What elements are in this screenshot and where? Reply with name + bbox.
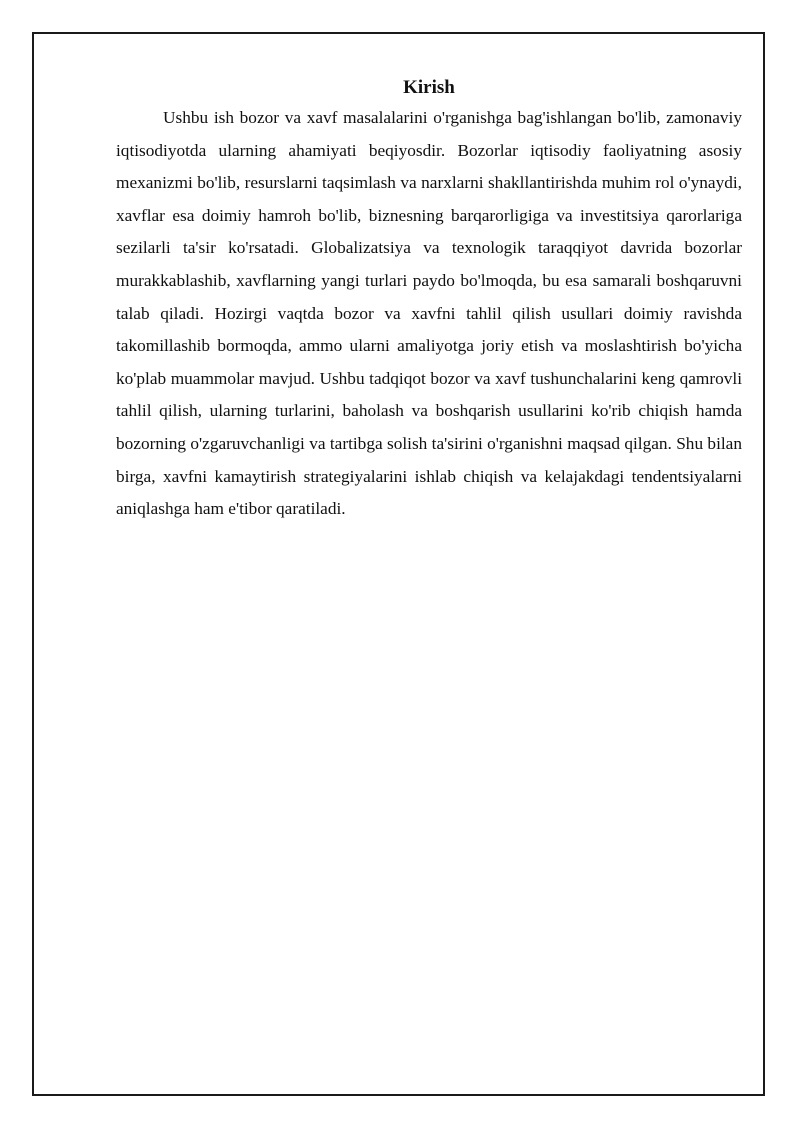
intro-paragraph: Ushbu ish bozor va xavf masalalarini o'rganishga bag'ishlangan bo'lib, zamonaviy iqtisodiyotda ularning ahamiyati beqiyosdir. Bozorlar iqtisodiy faoliyatning asosiy mexanizmi bo'lib, resurslarni taqsimlash va narxlarni shakllantirishda muhim rol o'ynaydi, xavflar esa doimiy hamroh bo'lib, biznesning barqarorligiga va investitsiya qarorlariga sezilarli ta'sir ko'rsatadi. Globalizatsiya va texnologik taraqqiyot davrida bozorlar murakkablashib, xavflarning yangi turlari paydo bo'lmoqda, bu esa samarali boshqaruvni talab qiladi. Hozirgi vaqtda bozor va xavfni tahlil qilish usullari doimiy ravishda takomillashib bormoqda, ammo ularni amaliyotga joriy etish va moslashtirish bo'yicha ko'plab muammolar mavjud. Ushbu tadqiqot bozor va xavf tushunchalarini keng qamrovli tahlil qilish, ularning turlarini, baholash va boshqarish usullarini ko'rib chiqish hamda bozorning o'zgaruvchanligi va tartibga solish ta'sirini o'rganishni maqsad qilgan. Shu bilan birga, xavfni kamaytirish strategiyalarini ishlab chiqish va kelajakdagi tendentsiyalarni aniqlashga ham e'tibor qaratiladi. [116, 108, 742, 519]
document-body [116, 74, 742, 526]
section-heading: Kirish [403, 77, 455, 98]
